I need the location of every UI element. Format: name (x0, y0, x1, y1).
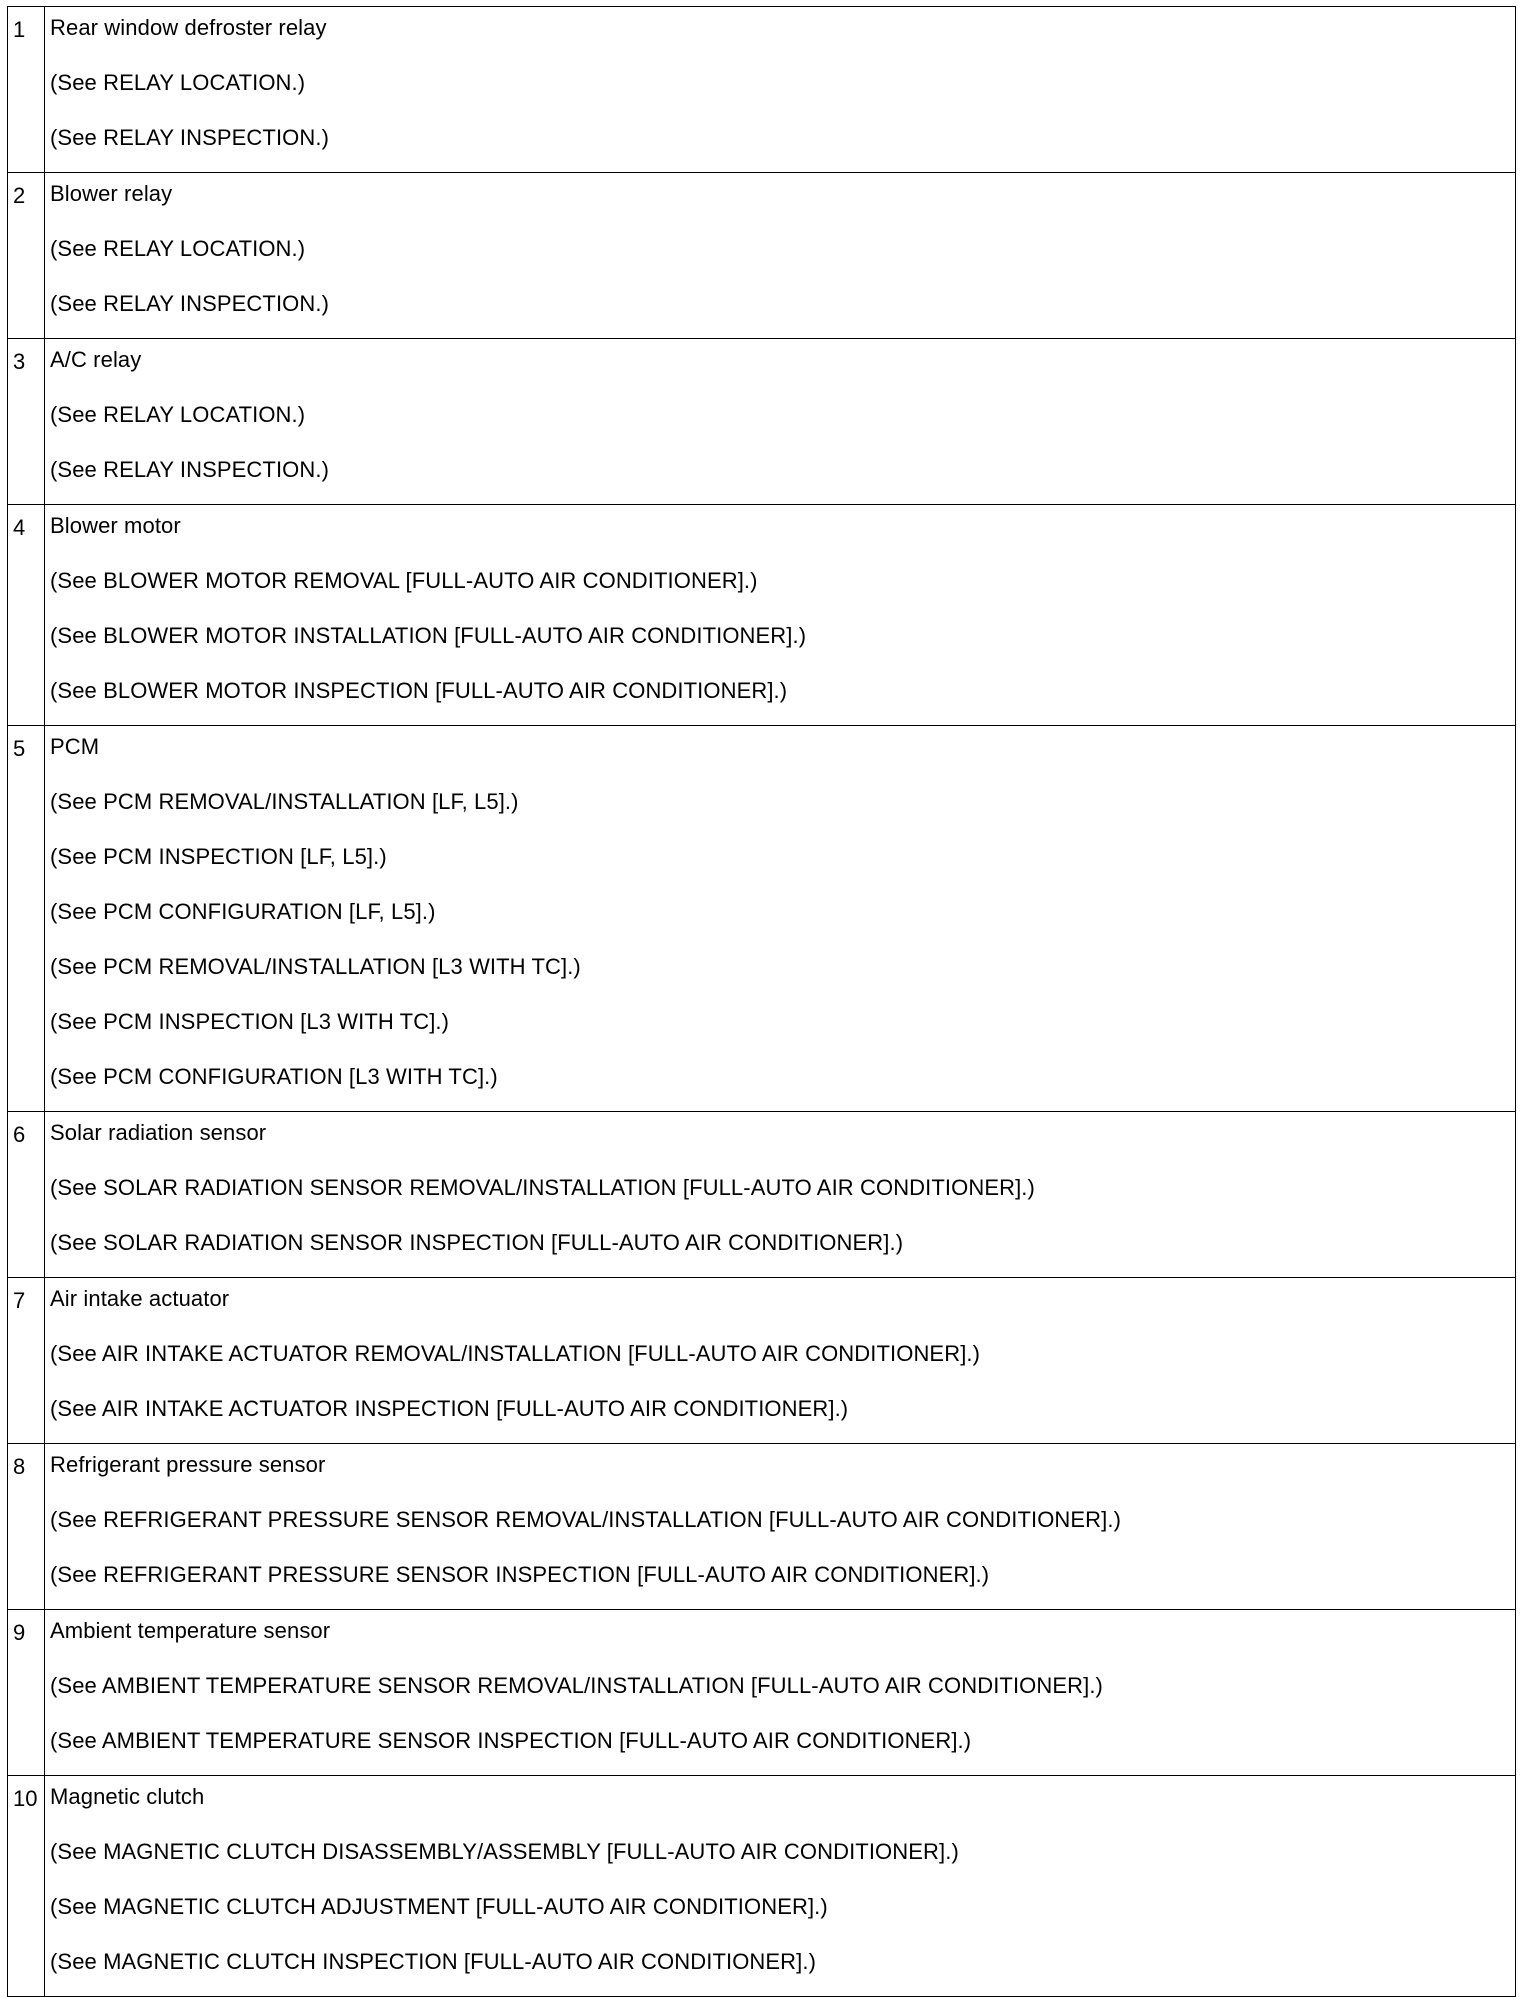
component-name: Air intake actuator (50, 1286, 230, 1311)
reference-link[interactable]: (See SOLAR RADIATION SENSOR REMOVAL/INSTALLATION [FULL-AUTO AIR CONDITIONER].) (50, 1175, 1035, 1200)
reference-link[interactable]: (See RELAY LOCATION.) (50, 70, 306, 95)
row-content (45, 173, 1516, 339)
table-row (8, 1776, 1516, 1997)
reference-link[interactable]: (See BLOWER MOTOR REMOVAL [FULL-AUTO AIR CONDITIONER].) (50, 568, 758, 593)
row-number: 1 (8, 7, 45, 173)
table-row (8, 505, 1516, 726)
reference-link[interactable]: (See REFRIGERANT PRESSURE SENSOR REMOVAL/INSTALLATION [FULL-AUTO AIR CONDITIONER].) (50, 1507, 1122, 1532)
table-row (8, 173, 1516, 339)
component-name: Ambient temperature sensor (50, 1618, 331, 1643)
table-row (8, 1112, 1516, 1278)
reference-link[interactable]: (See AIR INTAKE ACTUATOR INSPECTION [FULL-AUTO AIR CONDITIONER].) (50, 1396, 849, 1421)
reference-link[interactable]: (See MAGNETIC CLUTCH DISASSEMBLY/ASSEMBLY [FULL-AUTO AIR CONDITIONER].) (50, 1839, 959, 1864)
reference-link[interactable]: (See PCM INSPECTION [L3 WITH TC].) (50, 1009, 450, 1034)
component-name: Blower motor (50, 513, 181, 538)
reference-link[interactable]: (See PCM REMOVAL/INSTALLATION [LF, L5].) (50, 789, 519, 814)
table-row (8, 7, 1516, 173)
reference-link[interactable]: (See BLOWER MOTOR INSTALLATION [FULL-AUTO AIR CONDITIONER].) (50, 623, 807, 648)
reference-link[interactable]: (See RELAY LOCATION.) (50, 402, 306, 427)
reference-link[interactable]: (See PCM INSPECTION [LF, L5].) (50, 844, 387, 869)
row-number: 3 (8, 339, 45, 505)
reference-link[interactable]: (See PCM REMOVAL/INSTALLATION [L3 WITH TC].) (50, 954, 581, 979)
reference-link[interactable]: (See PCM CONFIGURATION [LF, L5].) (50, 899, 436, 924)
reference-link[interactable]: (See REFRIGERANT PRESSURE SENSOR INSPECTION [FULL-AUTO AIR CONDITIONER].) (50, 1562, 990, 1587)
row-number: 2 (8, 173, 45, 339)
row-number: 6 (8, 1112, 45, 1278)
reference-link[interactable]: (See SOLAR RADIATION SENSOR INSPECTION [FULL-AUTO AIR CONDITIONER].) (50, 1230, 904, 1255)
component-name: Solar radiation sensor (50, 1120, 267, 1145)
reference-link[interactable]: (See AMBIENT TEMPERATURE SENSOR INSPECTION [FULL-AUTO AIR CONDITIONER].) (50, 1728, 972, 1753)
reference-link[interactable]: (See MAGNETIC CLUTCH INSPECTION [FULL-AUTO AIR CONDITIONER].) (50, 1949, 817, 1974)
component-name: Rear window defroster relay (50, 15, 327, 40)
row-number: 7 (8, 1278, 45, 1444)
component-reference-table (7, 6, 1516, 1997)
component-name: A/C relay (50, 347, 142, 372)
component-name: Blower relay (50, 181, 173, 206)
row-content (45, 1776, 1516, 1997)
component-name: PCM (50, 734, 100, 759)
row-number: 8 (8, 1444, 45, 1610)
table-row (8, 339, 1516, 505)
reference-link[interactable]: (See RELAY INSPECTION.) (50, 457, 330, 482)
row-content (45, 1112, 1516, 1278)
reference-link[interactable]: (See PCM CONFIGURATION [L3 WITH TC].) (50, 1064, 498, 1089)
row-content (45, 1610, 1516, 1776)
reference-link[interactable]: (See RELAY INSPECTION.) (50, 291, 330, 316)
table-row (8, 726, 1516, 1112)
row-number: 10 (8, 1776, 45, 1997)
reference-link[interactable]: (See RELAY INSPECTION.) (50, 125, 330, 150)
row-content (45, 7, 1516, 173)
row-number: 5 (8, 726, 45, 1112)
reference-link[interactable]: (See AMBIENT TEMPERATURE SENSOR REMOVAL/INSTALLATION [FULL-AUTO AIR CONDITIONER].) (50, 1673, 1103, 1698)
row-content (45, 726, 1516, 1112)
table-row (8, 1610, 1516, 1776)
reference-link[interactable]: (See BLOWER MOTOR INSPECTION [FULL-AUTO AIR CONDITIONER].) (50, 678, 788, 703)
table-body (8, 7, 1516, 1997)
row-content (45, 1444, 1516, 1610)
reference-link[interactable]: (See MAGNETIC CLUTCH ADJUSTMENT [FULL-AUTO AIR CONDITIONER].) (50, 1894, 828, 1919)
component-name: Magnetic clutch (50, 1784, 205, 1809)
row-number: 4 (8, 505, 45, 726)
reference-link[interactable]: (See AIR INTAKE ACTUATOR REMOVAL/INSTALLATION [FULL-AUTO AIR CONDITIONER].) (50, 1341, 981, 1366)
table-row (8, 1444, 1516, 1610)
row-content (45, 339, 1516, 505)
row-content (45, 505, 1516, 726)
row-number: 9 (8, 1610, 45, 1776)
row-content (45, 1278, 1516, 1444)
table-row (8, 1278, 1516, 1444)
component-name: Refrigerant pressure sensor (50, 1452, 326, 1477)
reference-link[interactable]: (See RELAY LOCATION.) (50, 236, 306, 261)
